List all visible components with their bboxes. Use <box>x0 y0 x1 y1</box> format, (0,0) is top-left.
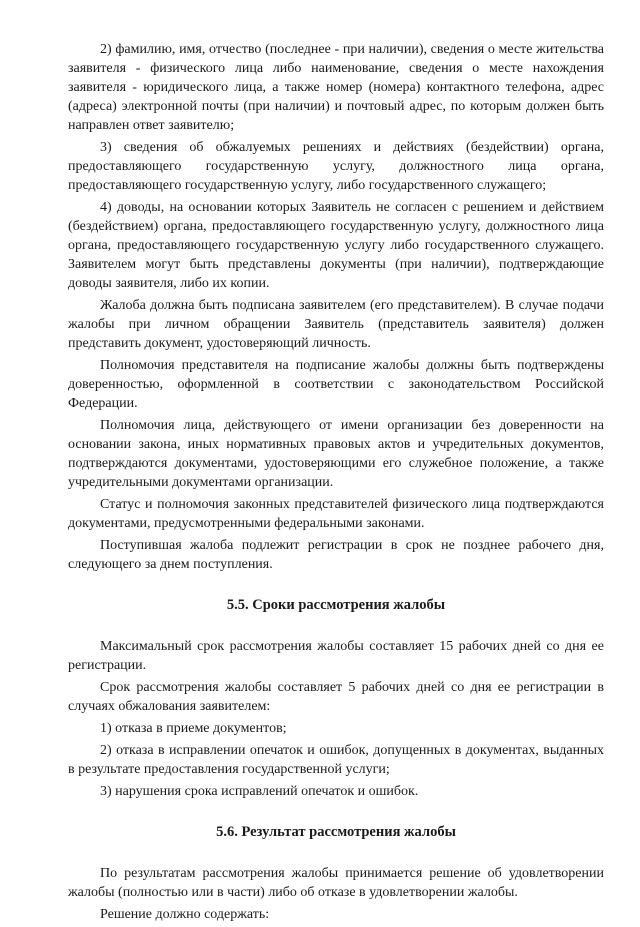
paragraph-max-term: Максимальный срок рассмотрения жалобы составляет 15 рабочих дней со дня ее регистрации. <box>68 639 604 673</box>
section-heading-5-5: 5.5. Сроки рассмотрения жалобы <box>226 597 446 613</box>
list-item-refusal-correction: 2) отказа в исправлении опечаток и ошибок, допущенных в документах, выданных в результате предоставления государственной услуги; <box>68 743 604 777</box>
paragraph-short-term: Срок рассмотрения жалобы составляет 5 рабочих дней со дня ее регистрации в случаях обжалования заявителем: <box>68 680 604 714</box>
paragraph-organization-powers: Полномочия лица, действующего от имени организации без доверенности на основании закона, иных нормативных правовых актов и учредительных документов, подтверждаются документами, удостоверяющими его служебное положение, а также учредительными документами организации. <box>68 418 604 490</box>
list-item-deadline-violation: 3) нарушения срока исправлений опечаток и ошибок. <box>100 784 419 799</box>
list-item-refusal-acceptance: 1) отказа в приеме документов; <box>100 721 287 736</box>
section-heading-5-6: 5.6. Результат рассмотрения жалобы <box>216 824 456 840</box>
paragraph-decision-contents: Решение должно содержать: <box>100 907 270 922</box>
paragraph-representative-powers: Полномочия представителя на подписание жалобы должны быть подтверждены доверенностью, оформленной в соответствии с законодательством Российской Федерации. <box>68 358 604 411</box>
paragraph-legal-representatives: Статус и полномочия законных представителей физического лица подтверждаются документами, предусмотренными федеральными законами. <box>68 497 604 531</box>
paragraph-appealed-decisions: 3) сведения об обжалуемых решениях и действиях (бездействии) органа, предоставляющего государственную услугу, должностного лица органа, предоставляющего государственную услугу, либо государственного служащего; <box>68 140 604 193</box>
paragraph-applicant-details: 2) фамилию, имя, отчество (последнее - при наличии), сведения о месте жительства заявителя - физического лица либо наименование, сведения о месте нахождения заявителя - юридического лица, а также номер (номера) контактного телефона, адрес (адреса) электронной почты (при наличии) и почтовый адрес, по которым должен быть направлен ответ заявителю; <box>68 42 604 133</box>
paragraph-decision: По результатам рассмотрения жалобы принимается решение об удовлетворении жалобы (полностью или в части) либо об отказе в удовлетворении жалобы. <box>68 866 604 900</box>
paragraph-registration: Поступившая жалоба подлежит регистрации в срок не позднее рабочего дня, следующего за днем поступления. <box>68 538 604 572</box>
paragraph-signature: Жалоба должна быть подписана заявителем (его представителем). В случае подачи жалобы при личном обращении Заявитель (представитель заявителя) должен представить документ, удостоверяющий личность. <box>68 298 604 351</box>
paragraph-arguments: 4) доводы, на основании которых Заявитель не согласен с решением и действием (бездействием) органа, предоставляющего государственную услугу, должностного лица органа, предоставляющего государственную услугу либо государственного служащего. Заявителем могут быть представлены документы (при наличии), подтверждающие доводы заявителя, либо их копии. <box>68 200 604 291</box>
document-page <box>68 40 604 927</box>
